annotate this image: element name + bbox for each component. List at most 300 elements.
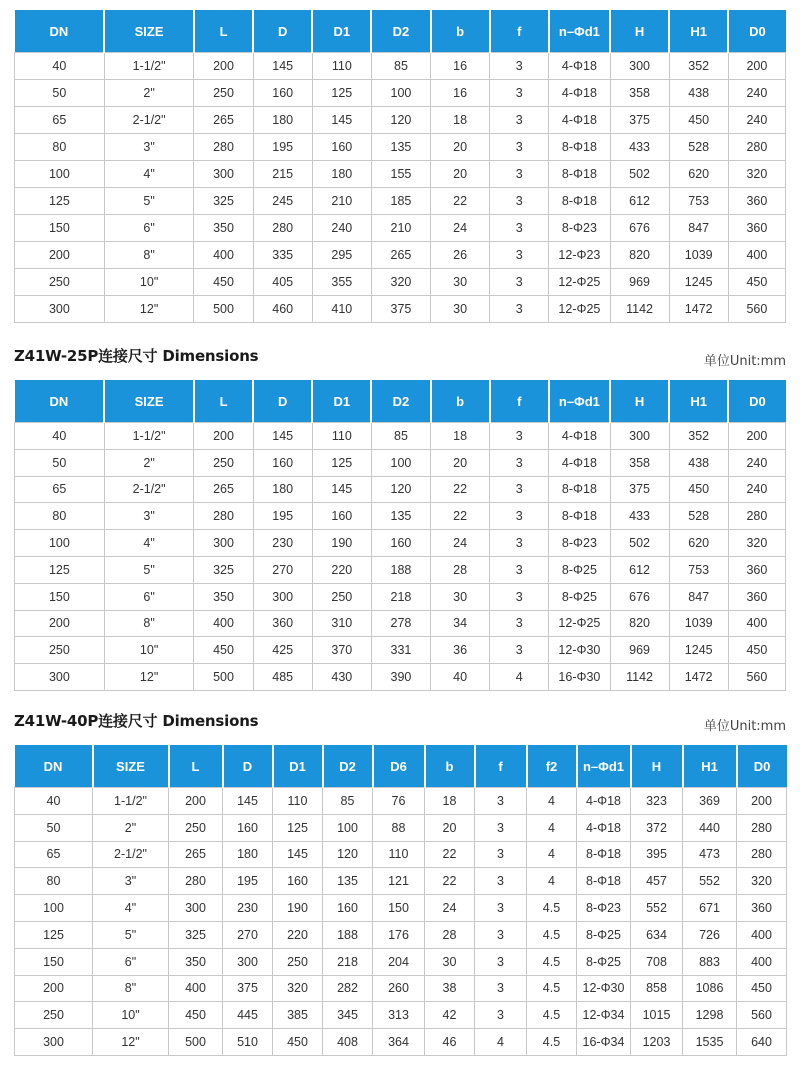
table-cell: 560: [728, 664, 785, 691]
table-cell: 425: [253, 637, 312, 664]
table-cell: 160: [223, 814, 273, 841]
table-cell: 400: [728, 242, 785, 269]
table-cell: 1-1/2": [104, 53, 194, 80]
table-cell: 450: [737, 975, 787, 1002]
table-cell: 150: [15, 583, 105, 610]
table-cell: 42: [425, 1002, 475, 1029]
header-row: [15, 10, 786, 53]
table-cell: 12-Φ25: [549, 610, 610, 637]
table-cell: 450: [273, 1029, 323, 1056]
table-cell: 3: [475, 948, 527, 975]
table-cell: 190: [312, 530, 371, 557]
table-cell: 145: [253, 53, 312, 80]
table-cell: 612: [610, 556, 669, 583]
table-cell: 250: [15, 1002, 93, 1029]
table-cell: 215: [253, 161, 312, 188]
table-cell: 2": [93, 814, 169, 841]
table-cell: 320: [728, 530, 785, 557]
table-cell: 5": [104, 188, 194, 215]
table-cell: 265: [169, 841, 223, 868]
table-cell: 12": [93, 1029, 169, 1056]
table-cell: 375: [610, 476, 669, 503]
dimensions-table-2: [14, 380, 786, 691]
table-cell: 80: [15, 503, 105, 530]
table-cell: 400: [169, 975, 223, 1002]
table-cell: 145: [312, 476, 371, 503]
table-cell: 18: [431, 423, 490, 450]
table-cell: 125: [312, 449, 371, 476]
table-cell: 85: [323, 788, 373, 815]
table-cell: 145: [223, 788, 273, 815]
table-cell: 10": [104, 269, 194, 296]
table-cell: 528: [669, 503, 728, 530]
table-cell: 969: [610, 637, 669, 664]
table-cell: 450: [194, 637, 253, 664]
table-cell: 5": [93, 921, 169, 948]
column-header-h: H: [631, 745, 683, 788]
table-cell: 22: [431, 503, 490, 530]
table-cell: 8": [93, 975, 169, 1002]
column-header-l: L: [194, 10, 253, 53]
table-cell: 12-Φ25: [549, 269, 610, 296]
table-cell: 12": [104, 296, 194, 323]
table-cell: 125: [312, 80, 371, 107]
table-row: [15, 423, 786, 450]
table-cell: 634: [631, 921, 683, 948]
table-cell: 125: [15, 921, 93, 948]
header-row: [15, 380, 786, 423]
table-cell: 457: [631, 868, 683, 895]
table-cell: 500: [169, 1029, 223, 1056]
table-cell: 250: [15, 637, 105, 664]
table-cell: 12-Φ30: [549, 637, 610, 664]
table-cell: 360: [728, 215, 785, 242]
table-row: [15, 1002, 787, 1029]
column-header-d0: D0: [728, 380, 785, 423]
table-cell: 200: [194, 423, 253, 450]
header-row: [15, 745, 787, 788]
table-cell: 110: [373, 841, 425, 868]
table-cell: 125: [273, 814, 323, 841]
column-header-d2: D2: [323, 745, 373, 788]
table-cell: 3: [490, 134, 549, 161]
table-cell: 8-Φ23: [577, 895, 631, 922]
column-header-d1: D1: [273, 745, 323, 788]
table-cell: 240: [728, 476, 785, 503]
table-row: [15, 948, 787, 975]
table-cell: 3: [490, 556, 549, 583]
table-cell: 360: [728, 188, 785, 215]
column-header-size: SIZE: [104, 380, 194, 423]
table-cell: 40: [431, 664, 490, 691]
table-cell: 245: [253, 188, 312, 215]
table-cell: 40: [15, 788, 93, 815]
table-3-unit: 单位Unit:mm: [703, 719, 786, 734]
table-cell: 300: [610, 423, 669, 450]
table-row: [15, 583, 786, 610]
table-cell: 160: [312, 503, 371, 530]
table-cell: 150: [373, 895, 425, 922]
column-header-h: H: [610, 380, 669, 423]
table-cell: 100: [371, 80, 430, 107]
table-cell: 18: [425, 788, 475, 815]
table-cell: 460: [253, 296, 312, 323]
table-cell: 265: [194, 476, 253, 503]
table-cell: 100: [15, 895, 93, 922]
table-cell: 360: [737, 895, 787, 922]
table-cell: 8-Φ18: [549, 161, 610, 188]
table-cell: 4": [93, 895, 169, 922]
table-cell: 4: [527, 868, 577, 895]
table-cell: 405: [253, 269, 312, 296]
table-cell: 50: [15, 80, 105, 107]
table-cell: 858: [631, 975, 683, 1002]
table-cell: 160: [273, 868, 323, 895]
table-cell: 195: [253, 503, 312, 530]
table-cell: 300: [169, 895, 223, 922]
table-cell: 753: [669, 556, 728, 583]
table-cell: 3: [490, 610, 549, 637]
table-row: [15, 814, 787, 841]
table-cell: 300: [15, 296, 105, 323]
table-cell: 820: [610, 610, 669, 637]
table-2-unit: 单位Unit:mm: [703, 354, 786, 369]
table-cell: 3: [475, 814, 527, 841]
table-row: [15, 1029, 787, 1056]
table-cell: 8-Φ25: [577, 921, 631, 948]
table-cell: 195: [253, 134, 312, 161]
table-cell: 364: [373, 1029, 425, 1056]
table-cell: 265: [194, 107, 253, 134]
table-cell: 88: [373, 814, 425, 841]
table-cell: 2-1/2": [93, 841, 169, 868]
table-cell: 3: [490, 423, 549, 450]
table-cell: 145: [253, 423, 312, 450]
table-cell: 8-Φ18: [577, 841, 631, 868]
table-cell: 34: [431, 610, 490, 637]
table-cell: 331: [371, 637, 430, 664]
table-cell: 3: [490, 530, 549, 557]
table-cell: 6": [93, 948, 169, 975]
table-cell: 360: [728, 583, 785, 610]
table-cell: 300: [15, 664, 105, 691]
table-cell: 352: [669, 423, 728, 450]
table-cell: 150: [15, 948, 93, 975]
table-cell: 385: [273, 1002, 323, 1029]
table-cell: 12-Φ25: [549, 296, 610, 323]
table-cell: 3: [490, 583, 549, 610]
table-cell: 50: [15, 449, 105, 476]
table-cell: 280: [253, 215, 312, 242]
table-cell: 8-Φ25: [577, 948, 631, 975]
table-cell: 240: [728, 80, 785, 107]
table-cell: 753: [669, 188, 728, 215]
table-cell: 50: [15, 814, 93, 841]
table-cell: 3": [104, 134, 194, 161]
table-cell: 8-Φ23: [549, 530, 610, 557]
table-cell: 110: [312, 423, 371, 450]
table-cell: 250: [194, 449, 253, 476]
table-cell: 250: [312, 583, 371, 610]
table-row: [15, 841, 787, 868]
table-cell: 320: [371, 269, 430, 296]
table-cell: 250: [194, 80, 253, 107]
table-cell: 676: [610, 583, 669, 610]
table-cell: 450: [169, 1002, 223, 1029]
table-2-title: Z41W-25P连接尺寸 Dimensions: [14, 347, 259, 365]
table-cell: 350: [194, 215, 253, 242]
table-cell: 200: [169, 788, 223, 815]
table-cell: 358: [610, 80, 669, 107]
table-cell: 440: [683, 814, 737, 841]
table-row: [15, 556, 786, 583]
table-cell: 6": [104, 215, 194, 242]
table-cell: 16: [431, 53, 490, 80]
table-cell: 438: [669, 449, 728, 476]
column-header-n-d1: n–Φd1: [549, 10, 610, 53]
table-cell: 240: [312, 215, 371, 242]
table-cell: 433: [610, 503, 669, 530]
table-cell: 375: [223, 975, 273, 1002]
table-cell: 100: [15, 530, 105, 557]
table-cell: 16: [431, 80, 490, 107]
table-cell: 4-Φ18: [549, 53, 610, 80]
table-cell: 20: [425, 814, 475, 841]
table-row: [15, 476, 786, 503]
table-cell: 510: [223, 1029, 273, 1056]
table-cell: 160: [371, 530, 430, 557]
table-cell: 190: [273, 895, 323, 922]
table-cell: 300: [253, 583, 312, 610]
table-cell: 847: [669, 583, 728, 610]
table-cell: 65: [15, 841, 93, 868]
table-cell: 4-Φ18: [549, 423, 610, 450]
table-cell: 400: [728, 610, 785, 637]
table-cell: 3: [475, 1002, 527, 1029]
table-cell: 485: [253, 664, 312, 691]
column-header-size: SIZE: [104, 10, 194, 53]
table-cell: 20: [431, 134, 490, 161]
table-cell: 220: [312, 556, 371, 583]
table-cell: 3": [104, 503, 194, 530]
column-header-d1: D1: [312, 10, 371, 53]
table-cell: 3: [475, 921, 527, 948]
table-cell: 30: [431, 296, 490, 323]
table-row: [15, 242, 786, 269]
table-cell: 3: [475, 788, 527, 815]
table-cell: 160: [253, 80, 312, 107]
table-cell: 160: [253, 449, 312, 476]
table-row: [15, 296, 786, 323]
table-cell: 1472: [669, 296, 728, 323]
table-cell: 135: [323, 868, 373, 895]
table-cell: 2": [104, 449, 194, 476]
table-cell: 4-Φ18: [549, 80, 610, 107]
column-header-d0: D0: [737, 745, 787, 788]
table-cell: 323: [631, 788, 683, 815]
table-cell: 16-Φ34: [577, 1029, 631, 1056]
table-cell: 278: [371, 610, 430, 637]
table-cell: 8": [104, 610, 194, 637]
table-cell: 270: [253, 556, 312, 583]
table-cell: 210: [312, 188, 371, 215]
table-cell: 40: [15, 423, 105, 450]
table-cell: 400: [737, 921, 787, 948]
table-row: [15, 868, 787, 895]
column-header-d1: D1: [312, 380, 371, 423]
table-cell: 4: [527, 788, 577, 815]
table-cell: 265: [371, 242, 430, 269]
table-cell: 188: [371, 556, 430, 583]
table-cell: 260: [373, 975, 425, 1002]
table-cell: 1142: [610, 296, 669, 323]
table-cell: 22: [431, 476, 490, 503]
section-table-2: [14, 345, 786, 690]
table-cell: 135: [371, 503, 430, 530]
table-cell: 180: [253, 107, 312, 134]
table-cell: 80: [15, 134, 105, 161]
table-cell: 969: [610, 269, 669, 296]
table-cell: 280: [728, 134, 785, 161]
table-row: [15, 53, 786, 80]
table-cell: 200: [728, 423, 785, 450]
table-cell: 218: [323, 948, 373, 975]
table-cell: 8-Φ23: [549, 215, 610, 242]
table-cell: 155: [371, 161, 430, 188]
table-row: [15, 80, 786, 107]
table-cell: 10": [93, 1002, 169, 1029]
column-header-n-d1: n–Φd1: [577, 745, 631, 788]
table-cell: 270: [223, 921, 273, 948]
column-header-f: f: [475, 745, 527, 788]
table-cell: 65: [15, 476, 105, 503]
table-cell: 4.5: [527, 948, 577, 975]
section-table-1: [14, 10, 786, 316]
table-cell: 1086: [683, 975, 737, 1002]
table-cell: 3: [490, 476, 549, 503]
table-cell: 12-Φ34: [577, 1002, 631, 1029]
table-cell: 80: [15, 868, 93, 895]
table-cell: 335: [253, 242, 312, 269]
table-cell: 200: [15, 975, 93, 1002]
table-cell: 3: [490, 449, 549, 476]
table-cell: 110: [312, 53, 371, 80]
column-header-dn: DN: [15, 380, 105, 423]
table-cell: 369: [683, 788, 737, 815]
table-row: [15, 449, 786, 476]
table-cell: 280: [194, 503, 253, 530]
table-cell: 345: [323, 1002, 373, 1029]
table-cell: 620: [669, 161, 728, 188]
table-cell: 400: [737, 948, 787, 975]
table-cell: 2-1/2": [104, 107, 194, 134]
table-row: [15, 134, 786, 161]
table-cell: 1245: [669, 637, 728, 664]
table-cell: 24: [431, 530, 490, 557]
table-cell: 352: [669, 53, 728, 80]
table-cell: 195: [223, 868, 273, 895]
table-cell: 3: [490, 80, 549, 107]
table-cell: 3: [475, 841, 527, 868]
table-cell: 300: [610, 53, 669, 80]
table-cell: 1245: [669, 269, 728, 296]
table-cell: 3": [93, 868, 169, 895]
table-cell: 26: [431, 242, 490, 269]
table-cell: 3: [475, 975, 527, 1002]
table-cell: 12-Φ30: [577, 975, 631, 1002]
column-header-h1: H1: [683, 745, 737, 788]
table-cell: 708: [631, 948, 683, 975]
table-cell: 145: [273, 841, 323, 868]
table-cell: 8-Φ25: [549, 556, 610, 583]
table-cell: 2-1/2": [104, 476, 194, 503]
table-cell: 30: [431, 583, 490, 610]
table-cell: 22: [431, 188, 490, 215]
table-cell: 1039: [669, 242, 728, 269]
table-cell: 3: [475, 868, 527, 895]
table-row: [15, 637, 786, 664]
table-cell: 100: [15, 161, 105, 188]
table-cell: 4-Φ18: [577, 814, 631, 841]
table-cell: 36: [431, 637, 490, 664]
table-cell: 370: [312, 637, 371, 664]
table-cell: 4.5: [527, 895, 577, 922]
table-cell: 185: [371, 188, 430, 215]
table-cell: 200: [737, 788, 787, 815]
table-cell: 500: [194, 664, 253, 691]
table-row: [15, 215, 786, 242]
table-cell: 4: [475, 1029, 527, 1056]
table-cell: 125: [15, 556, 105, 583]
table-cell: 24: [431, 215, 490, 242]
table-cell: 640: [737, 1029, 787, 1056]
table-cell: 375: [371, 296, 430, 323]
column-header-f: f: [490, 380, 549, 423]
table-cell: 150: [15, 215, 105, 242]
table-cell: 145: [312, 107, 371, 134]
table-cell: 5": [104, 556, 194, 583]
table-cell: 3: [490, 161, 549, 188]
table-cell: 38: [425, 975, 475, 1002]
column-header-d6: D6: [373, 745, 425, 788]
table-row: [15, 107, 786, 134]
table-cell: 220: [273, 921, 323, 948]
column-header-f: f: [490, 10, 549, 53]
table-cell: 360: [253, 610, 312, 637]
table-cell: 8-Φ18: [549, 188, 610, 215]
table-cell: 4-Φ18: [549, 107, 610, 134]
table-cell: 1039: [669, 610, 728, 637]
table-cell: 1298: [683, 1002, 737, 1029]
table-cell: 1203: [631, 1029, 683, 1056]
table-cell: 85: [371, 53, 430, 80]
table-cell: 325: [194, 556, 253, 583]
table-cell: 295: [312, 242, 371, 269]
column-header-dn: DN: [15, 10, 105, 53]
table-cell: 1015: [631, 1002, 683, 1029]
table-cell: 358: [610, 449, 669, 476]
table-row: [15, 161, 786, 188]
column-header-b: b: [431, 10, 490, 53]
column-header-d: D: [253, 10, 312, 53]
table-cell: 450: [728, 269, 785, 296]
table-cell: 320: [273, 975, 323, 1002]
table-cell: 430: [312, 664, 371, 691]
table-cell: 4.5: [527, 921, 577, 948]
table-cell: 20: [431, 449, 490, 476]
table-cell: 325: [194, 188, 253, 215]
table-cell: 280: [169, 868, 223, 895]
